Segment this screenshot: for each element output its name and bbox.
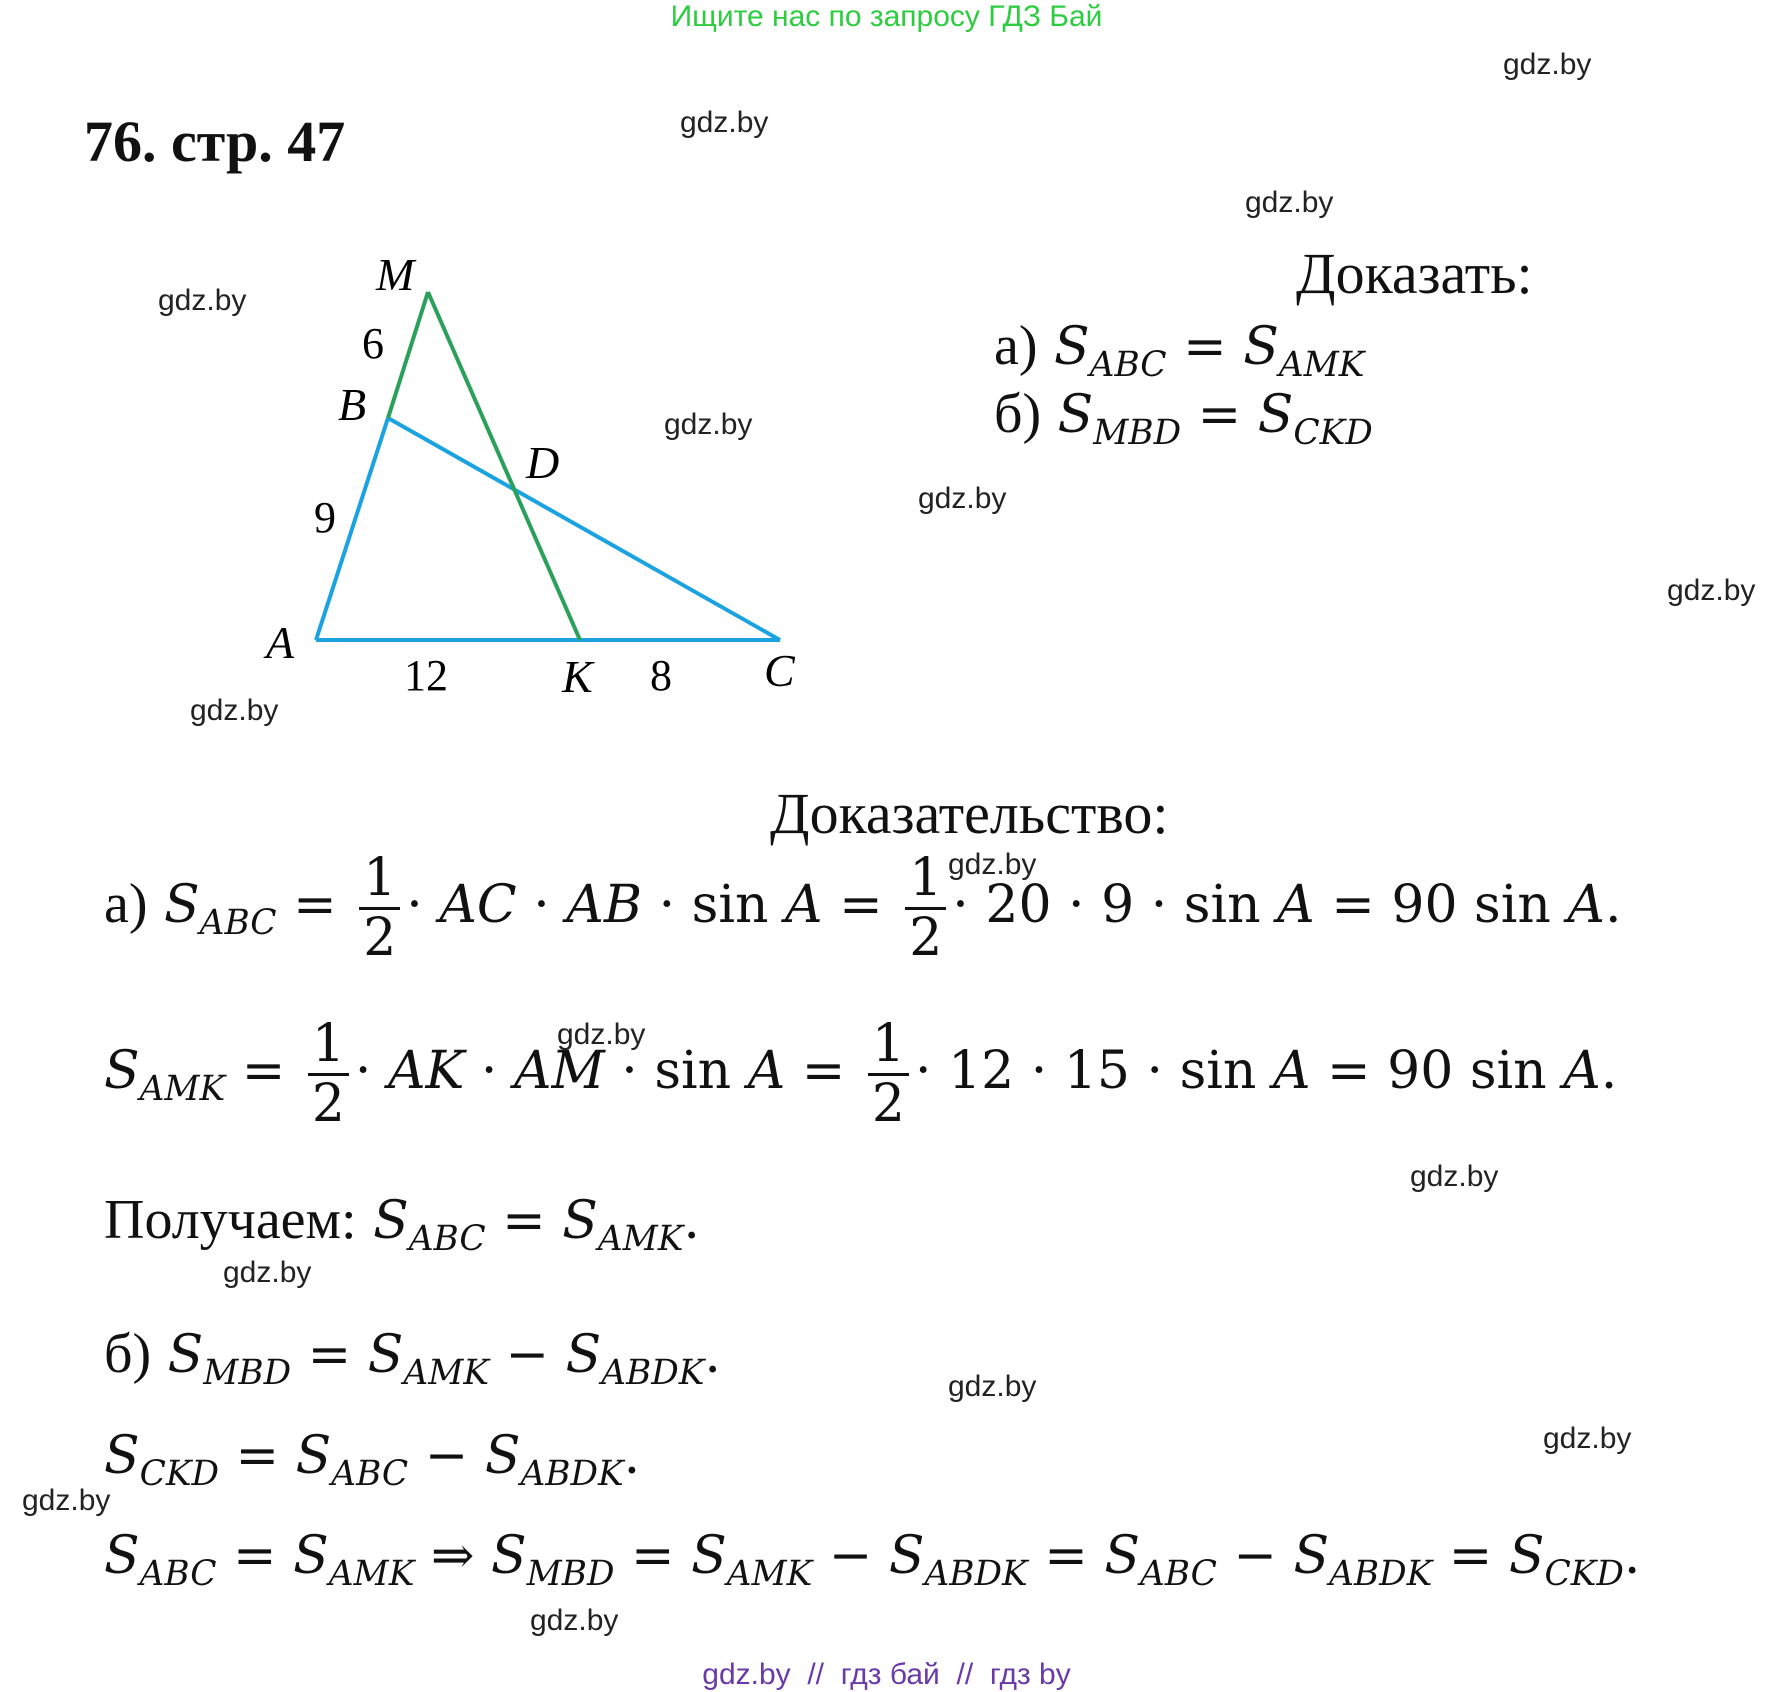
proof-line-1: а) $S_{ABC}$ = $\frac{1}{2}$ · AC · AB · sin A = $\frac{1}{2}$ · 20 · 9 · sin A = 90 sin A. [104,848,1622,969]
length-label-ba: 9 [314,493,336,542]
value-ab: 9 [1101,875,1135,936]
fraction-numerator: 1 [359,850,400,910]
proof-line-4: б) $S_{MBD} = S_{AMK} - S_{ABDK}$. [104,1323,721,1393]
watermark: gdz.by [948,848,1037,881]
watermark: gdz.by [664,408,753,441]
proof-a-prefix: а) [104,873,148,936]
point-label-k: K [562,651,593,702]
fraction-denominator: 2 [363,908,397,969]
point-label-b: B [338,379,367,430]
segment-mb [388,292,428,418]
watermark: gdz.by [1410,1160,1499,1193]
prove-heading: Доказать: [1296,241,1533,306]
proof-line-6: $S_{ABC} = S_{AMK}$ ⇒ $S_{MBD} = S_{AMK} - S_{ABDK} = S_{ABC} - S_{ABDK} = S_{CKD}$. [104,1526,1641,1594]
bottom-banner [0,1658,1773,1692]
watermark: gdz.by [1543,1422,1632,1455]
prove-a-prefix: а) [994,315,1038,377]
bottom-banner-part1[interactable]: gdz.by [702,1658,791,1691]
bottom-banner-sep2: // [956,1658,974,1691]
top-banner: Ищите нас по запросу ГДЗ Бай [670,0,1103,33]
watermark: gdz.by [530,1604,619,1637]
bottom-banner-sep1: // [807,1658,825,1691]
prove-line-a: а) $S_{ABC} = S_{AMK}$ [994,315,1365,385]
result-abc: 90 [1391,875,1458,936]
point-label-c: C [764,645,795,696]
fraction-half [359,850,400,967]
watermark: gdz.by [158,284,247,317]
watermark: gdz.by [948,1370,1037,1403]
length-label-kc: 8 [650,651,672,700]
fraction-numerator: 1 [868,1016,909,1076]
watermark: gdz.by [680,106,769,139]
fraction-numerator: 1 [308,1016,349,1076]
length-label-mb: 6 [362,319,384,368]
prove-b-prefix: б) [994,383,1042,445]
watermark: gdz.by [1667,574,1756,607]
watermark: gdz.by [22,1484,111,1517]
proof-line-3: Получаем: $S_{ABC} = S_{AMK}$. [104,1189,700,1259]
fraction-denominator: 2 [871,1074,905,1135]
value-am: 15 [1063,1041,1130,1102]
fraction-numerator: 1 [905,850,946,910]
proof-line-5: $S_{CKD} = S_{ABC} - S_{ABDK}$. [104,1426,641,1494]
length-label-ak: 12 [404,651,448,700]
fraction-denominator: 2 [311,1074,345,1135]
point-label-m: M [376,249,415,300]
watermark: gdz.by [557,1018,646,1051]
conclusion-word: Получаем: [104,1189,357,1251]
watermark: gdz.by [223,1256,312,1289]
bottom-banner-part2[interactable]: гдз бай [840,1658,940,1691]
proof-line-2: $S_{AMK}$ = $\frac{1}{2}$ · AK · AM · sin A = $\frac{1}{2}$ · 12 · 15 · sin A = 90 sin A. [104,1014,1618,1135]
segment-bc [388,418,780,640]
point-label-a: A [266,617,295,668]
watermark: gdz.by [1503,48,1592,81]
fraction-half [308,1016,349,1133]
watermark: gdz.by [918,482,1007,515]
point-label-d: D [526,437,560,488]
page-title: 76. стр. 47 [84,109,346,174]
watermark: gdz.by [190,694,279,727]
proof-heading: Доказательство: [770,781,1169,846]
fraction-denominator: 2 [909,908,943,969]
value-ak: 12 [948,1041,1015,1102]
prove-line-b: б) $S_{MBD} = S_{CKD}$ [994,383,1373,453]
triangle-figure [0,0,900,720]
fraction-half [905,850,946,967]
bottom-banner-part3[interactable]: гдз by [989,1658,1071,1691]
proof-b-prefix: б) [104,1323,152,1385]
watermark: gdz.by [1245,186,1334,219]
result-amk: 90 [1387,1041,1454,1102]
fraction-half [868,1016,909,1133]
value-ac: 20 [985,875,1052,936]
